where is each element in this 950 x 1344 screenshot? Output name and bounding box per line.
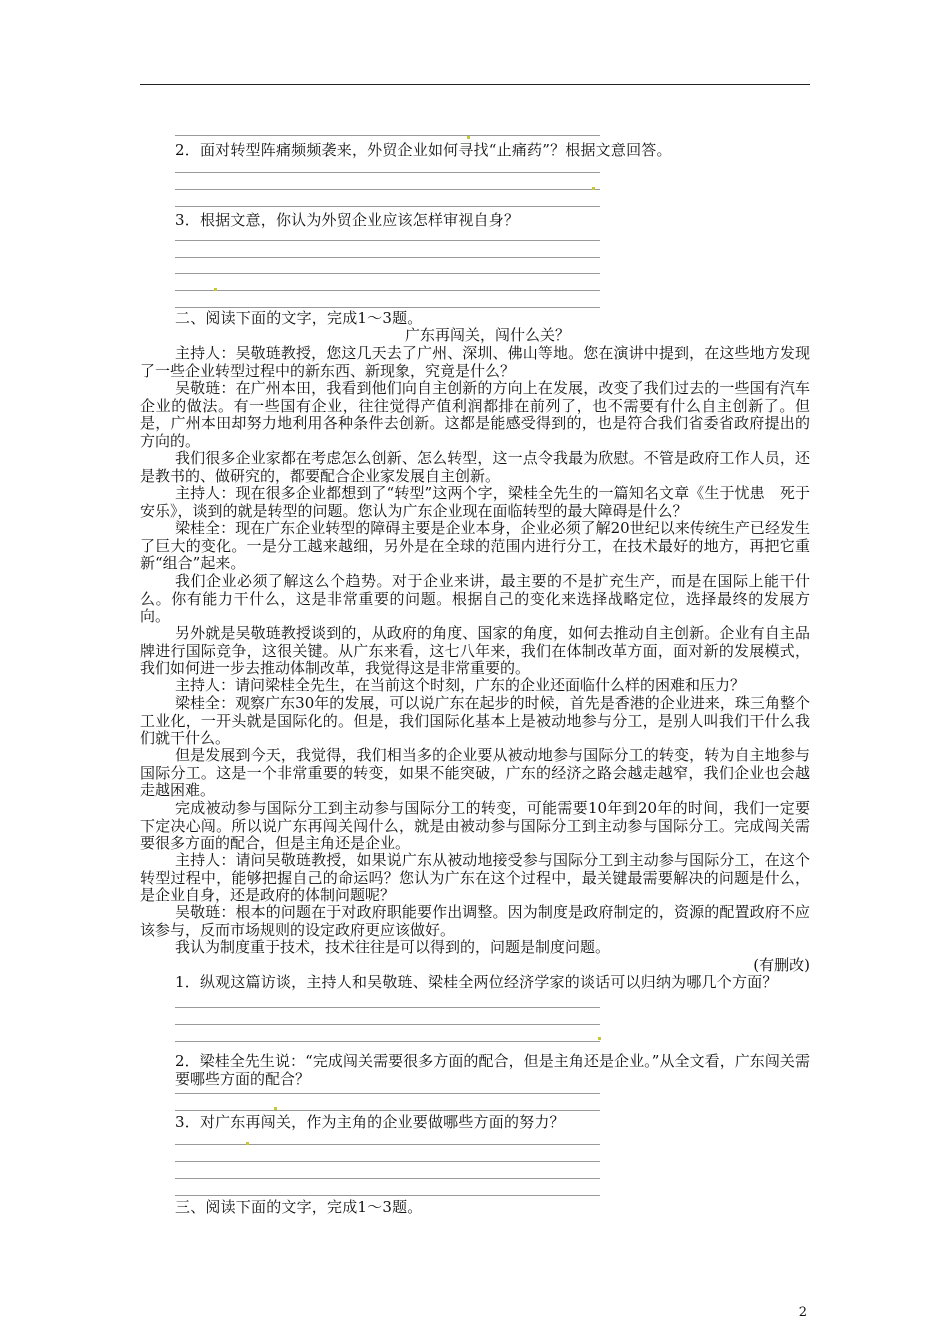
- answer-line: [175, 1144, 600, 1145]
- header-rule: [140, 84, 810, 85]
- scan-speck: [598, 1037, 601, 1040]
- question-3: 3．根据文意，你认为外贸企业应该怎样审视自身？: [175, 211, 520, 229]
- question-1: 1．纵观这篇访谈，主持人和吴敬琏、梁桂全两位经济学家的谈话可以归纳为哪几个方面？: [175, 973, 778, 991]
- paragraph: 主持人：请问吴敬琏教授，如果说广东从被动地接受参与国际分工到主动参与国际分工，在这个转型过程中，能够把握自己的命运吗？您认为广东在这个过程中，最关键最需要解决的问题是什么，是企业自身，还是政府的体制问题呢？: [140, 851, 810, 904]
- section-heading: 三、阅读下面的文字，完成1～3题。: [175, 1198, 423, 1216]
- answer-line: [175, 240, 600, 241]
- paragraph: 我们企业必须了解这么个趋势。对于企业来讲，最主要的不是扩充生产，而是在国际上能干什么。你有能力干什么，这是非常重要的问题。根据自己的变化来选择战略定位，选择最终的发展方向。: [140, 572, 810, 625]
- paragraph: 梁桂全：现在广东企业转型的障碍主要是企业本身，企业必须了解20世纪以来传统生产已经发生了巨大的变化。一是分工越来越细，另外是在全球的范围内进行分工，在技术最好的地方，再把它重新“组合”起来。: [140, 519, 810, 572]
- edit-note: (有删改): [753, 956, 810, 974]
- answer-line: [175, 1178, 600, 1179]
- answer-line: [175, 1195, 600, 1196]
- scan-speck: [467, 136, 470, 139]
- page-number: 2: [798, 1305, 807, 1320]
- answer-line: [175, 290, 600, 291]
- paragraph: 另外就是吴敬琏教授谈到的，从政府的角度、国家的角度，如何去推动自主创新。企业有自主品牌进行国际竞争，这很关键。从广东来看，这七八年来，我们在体制改革方面，面对新的发展模式，我们如何进一步去推动体制改革，我觉得这是非常重要的。: [140, 624, 810, 677]
- question-2: 2．梁桂全先生说：“完成闯关需要很多方面的配合，但是主角还是企业。”从全文看，广东闯关需要哪些方面的配合？: [175, 1052, 810, 1088]
- answer-line: [175, 307, 600, 308]
- paragraph: 完成被动参与国际分工到主动参与国际分工的转变，可能需要10年到20年的时间，我们一定要下定决心闯。所以说广东再闯关闯什么，就是由被动参与国际分工到主动参与国际分工。完成闯关需要很多方面的配合，但是主角还是企业。: [140, 799, 810, 852]
- answer-line: [175, 1093, 600, 1094]
- paragraph: 但是发展到今天，我觉得，我们相当多的企业要从被动地参与国际分工的转变，转为自主地参与国际分工。这是一个非常重要的转变，如果不能突破，广东的经济之路会越走越窄，我们企业也会越走越困难。: [140, 746, 810, 799]
- paragraph: 我认为制度重于技术，技术往往是可以得到的，问题是制度问题。: [175, 938, 611, 956]
- answer-line: [175, 1024, 600, 1025]
- answer-line: [175, 1041, 600, 1042]
- answer-line: [175, 1007, 600, 1008]
- paragraph: 主持人：请问梁桂全先生，在当前这个时刻，广东的企业还面临什么样的困难和压力？: [175, 676, 746, 694]
- scan-speck: [274, 1107, 277, 1110]
- answer-line: [175, 273, 600, 274]
- paragraph: 吴敬琏：根本的问题在于对政府职能要作出调整。因为制度是政府制定的，资源的配置政府不应该参与，反而市场规则的设定政府更应该做好。: [140, 903, 810, 939]
- paragraph: 吴敬琏：在广州本田，我看到他们向自主创新的方向上在发展，改变了我们过去的一些国有汽车企业的做法。有一些国有企业，往往觉得产值利润都排在前列了，也不需要有什么自主创新了。但是，广州本田却努力地利用各种条件去创新。这都是能感受得到的，也是符合我们省委省政府提出的方向的。: [140, 379, 810, 450]
- scan-speck: [246, 1142, 249, 1145]
- section-heading: 二、阅读下面的文字，完成1～3题。: [175, 309, 423, 327]
- scan-speck: [592, 187, 595, 190]
- answer-line: [175, 1161, 600, 1162]
- answer-line: [175, 172, 600, 173]
- question-3: 3．对广东再闯关，作为主角的企业要做哪些方面的努力？: [175, 1113, 565, 1131]
- scan-speck: [214, 288, 217, 291]
- answer-line: [175, 135, 600, 136]
- answer-line: [175, 1110, 600, 1111]
- question-2: 2．面对转型阵痛频频袭来，外贸企业如何寻找“止痛药”？根据文意回答。: [175, 141, 672, 159]
- answer-line: [175, 189, 600, 190]
- paragraph: 主持人：现在很多企业都想到了“转型”这两个字，梁桂全先生的一篇知名文章《生于忧患 死于安乐》，谈到的就是转型的问题。您认为广东企业现在面临转型的最大障碍是什么？: [140, 484, 810, 520]
- paragraph: 梁桂全：观察广东30年的发展，可以说广东在起步的时候，首先是香港的企业进来，珠三角整个工业化，一开头就是国际化的。但是，我们国际化基本上是被动地参与分工，是别人叫我们干什么我们就干什么。: [140, 694, 810, 747]
- answer-line: [175, 257, 600, 258]
- paragraph: 我们很多企业家都在考虑怎么创新、怎么转型，这一点令我最为欣慰。不管是政府工作人员，还是教书的、做研究的，都要配合企业家发展自主创新。: [140, 449, 810, 485]
- answer-line: [175, 206, 600, 207]
- paragraph: 主持人：吴敬琏教授，您这几天去了广州、深圳、佛山等地。您在演讲中提到，在这些地方发现了一些企业转型过程中的新东西、新现象，究竟是什么？: [140, 344, 810, 380]
- article-title: 广东再闯关，闯什么关？: [405, 326, 571, 344]
